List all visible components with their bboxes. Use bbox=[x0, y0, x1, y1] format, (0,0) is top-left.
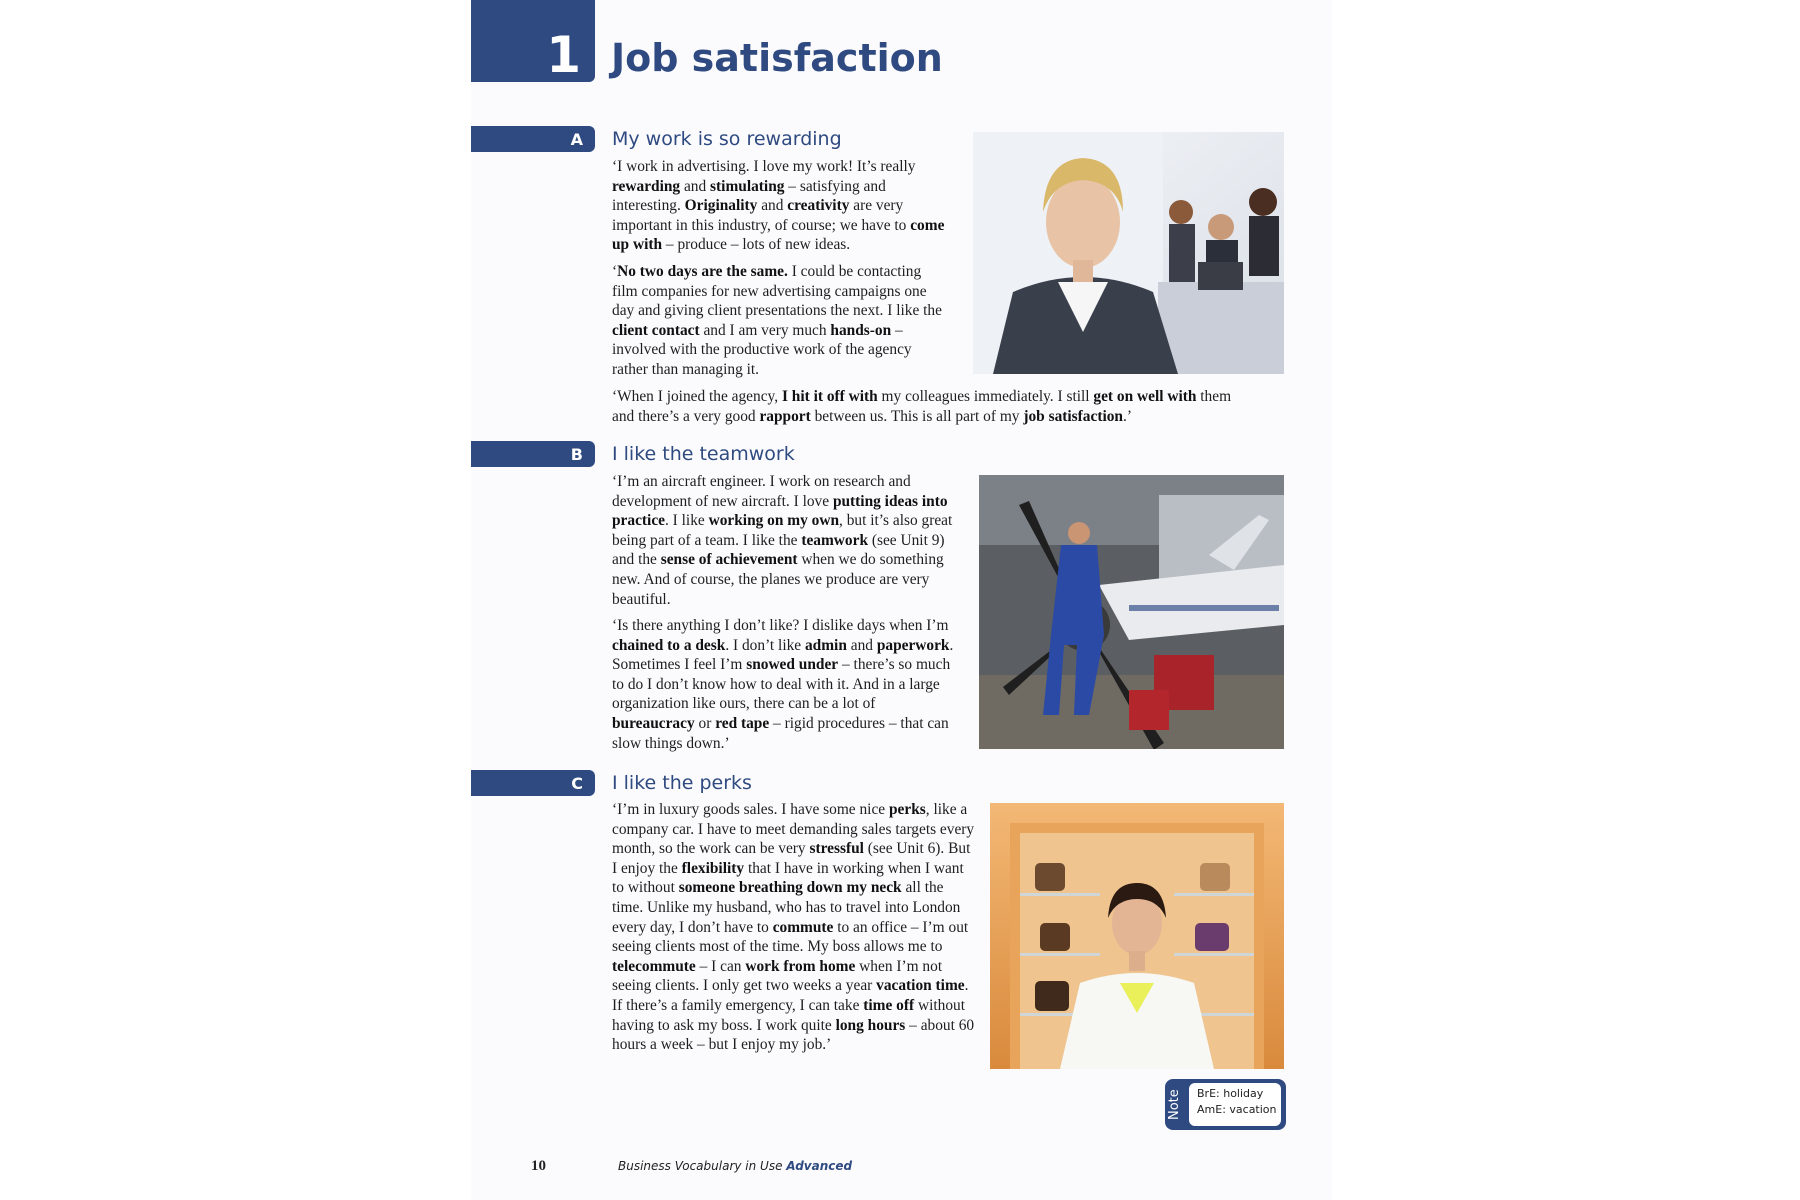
book-title-text: Business Vocabulary in Use bbox=[618, 1159, 783, 1173]
key-vocabulary: someone breathing down my neck bbox=[678, 879, 902, 897]
note-line-ame: AmE: vacation bbox=[1197, 1103, 1277, 1116]
key-vocabulary: client contact bbox=[612, 321, 700, 339]
key-vocabulary: admin bbox=[804, 636, 847, 654]
section-tab-c bbox=[471, 770, 595, 796]
key-vocabulary: teamwork bbox=[801, 531, 869, 549]
section-letter: A bbox=[570, 130, 583, 149]
key-vocabulary: long hours bbox=[835, 1016, 906, 1034]
section-tab-b bbox=[471, 441, 595, 467]
luxury-goods-saleswoman-photo bbox=[990, 803, 1284, 1069]
key-vocabulary: red tape bbox=[715, 714, 770, 732]
key-vocabulary: vacation time bbox=[876, 977, 965, 995]
section-a-paragraph-3: ‘When I joined the agency, I hit it off with my colleagues immediately. I still get on well with them and there’s a very good rapport between us. This is all part of my job satisfaction.’ bbox=[612, 388, 1232, 425]
aircraft-engineer-photo bbox=[979, 475, 1284, 749]
key-vocabulary: paperwork bbox=[876, 636, 950, 654]
section-tab-a bbox=[471, 126, 595, 152]
key-vocabulary: get on well with bbox=[1093, 388, 1197, 405]
key-vocabulary: rapport bbox=[759, 407, 811, 425]
key-vocabulary: No two days are the same. bbox=[617, 263, 788, 280]
key-vocabulary: stimulating bbox=[710, 177, 785, 195]
section-a-paragraph-1: ‘I work in advertising. I love my work! It’s really rewarding and stimulating – satisfying and interesting. Originality and creativity are very important in this industry, of course; we have to come up with – produce – lots of new ideas. bbox=[612, 158, 945, 254]
key-vocabulary: flexibility bbox=[681, 859, 745, 877]
key-vocabulary: stressful bbox=[809, 840, 864, 858]
page-number: 10 bbox=[531, 1158, 546, 1174]
key-vocabulary: working on my own bbox=[708, 512, 840, 530]
key-vocabulary: sense of achievement bbox=[660, 551, 798, 569]
note-box bbox=[1165, 1079, 1286, 1130]
key-vocabulary: I hit it off with bbox=[781, 388, 878, 405]
section-letter: C bbox=[571, 774, 583, 793]
unit-number: 1 bbox=[546, 26, 581, 84]
key-vocabulary: commute bbox=[772, 918, 834, 936]
section-heading-a: My work is so rewarding bbox=[612, 128, 842, 150]
key-vocabulary: snowed under bbox=[746, 656, 839, 674]
key-vocabulary: telecommute bbox=[612, 957, 696, 975]
section-heading-c: I like the perks bbox=[612, 772, 752, 794]
key-vocabulary: putting ideas into practice bbox=[612, 492, 948, 530]
section-a-paragraph-2: ‘No two days are the same. I could be contacting film companies for new advertising campaigns one day and giving client presentations the next. I like the client contact and I am very much hands-on – involved with the productive work of the agency rather than managing it. bbox=[612, 263, 942, 378]
unit-title: Job satisfaction bbox=[611, 36, 943, 80]
section-b-paragraph-1: ‘I’m an aircraft engineer. I work on research and development of new aircraft. I love putting ideas into practice. I like working on my own, but it’s also great being part of a team. I like the teamwork (see Unit 9) and the sense of achievement when we do something new. And of course, the planes we produce are very beautiful. bbox=[612, 473, 953, 608]
section-c-paragraph-1: ‘I’m in luxury goods sales. I have some nice perks, like a company car. I have to meet demanding sales targets every month, so the work can be very stressful (see Unit 6). But I enjoy the flexibility that I have in working when I want to without someone breathing down my neck all the time. Unlike my husband, who has to travel into London every day, I don’t have to commute to an office – I’m out seeing clients most of the time. My boss allows me to telecommute – I can work from home when I’m not seeing clients. I only get two weeks a year vacation time. If there’s a family emergency, I can take time off without having to ask my boss. I work quite long hours – about 60 hours a week – but I enjoy my job.’ bbox=[612, 801, 975, 1054]
key-vocabulary: chained to a desk bbox=[612, 636, 726, 654]
note-line-bre: BrE: holiday bbox=[1197, 1087, 1264, 1100]
businesswoman-photo bbox=[973, 132, 1284, 374]
key-vocabulary: creativity bbox=[787, 197, 850, 215]
key-vocabulary: perks bbox=[888, 801, 926, 818]
key-vocabulary: work from home bbox=[745, 957, 856, 975]
key-vocabulary: job satisfaction bbox=[1023, 407, 1123, 425]
unit-number-box bbox=[471, 0, 595, 82]
section-heading-b: I like the teamwork bbox=[612, 443, 795, 465]
key-vocabulary: come up with bbox=[612, 216, 945, 254]
key-vocabulary: rewarding bbox=[612, 177, 681, 195]
section-letter: B bbox=[570, 445, 583, 464]
note-label: Note bbox=[1167, 1089, 1182, 1121]
key-vocabulary: bureaucracy bbox=[612, 714, 695, 732]
key-vocabulary: time off bbox=[863, 996, 915, 1014]
section-b-paragraph-2: ‘Is there anything I don’t like? I dislike days when I’m chained to a desk. I don’t like admin and paperwork. Sometimes I feel I’m snowed under – there’s so much to do I don’t know how to deal with it. And in a large organization like ours, there can be a lot of bureaucracy or red tape – rigid procedures – that can slow things down.’ bbox=[612, 617, 954, 752]
key-vocabulary: Originality bbox=[684, 197, 758, 215]
textbook-page bbox=[471, 0, 1332, 1200]
key-vocabulary: hands-on bbox=[830, 321, 892, 339]
note-content bbox=[1189, 1083, 1281, 1126]
book-level: Advanced bbox=[786, 1159, 853, 1173]
book-title bbox=[618, 1159, 852, 1173]
